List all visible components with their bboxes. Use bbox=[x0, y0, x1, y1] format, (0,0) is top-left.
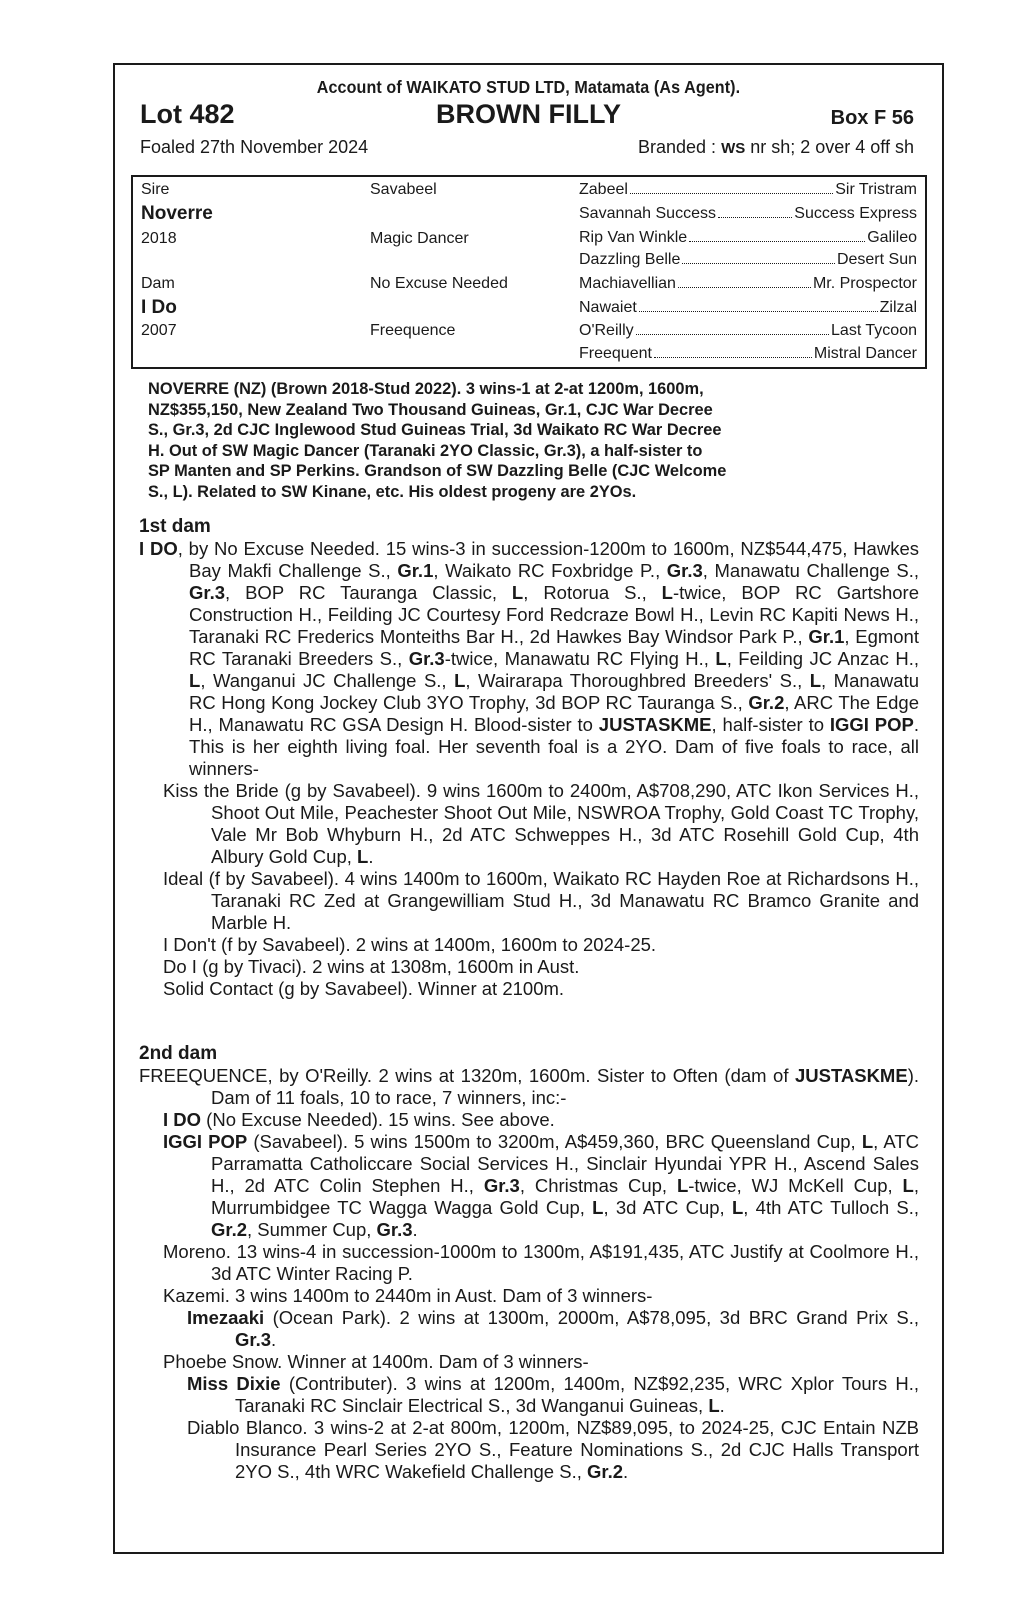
progeny-name: IGGI POP bbox=[163, 1131, 248, 1152]
text-run: , by No Excuse Needed. 15 wins-3 in succession-1200m to 1600m, NZ$544,475, Hawkes Bay Makfi Challenge S., bbox=[177, 538, 919, 581]
ancestor-row bbox=[579, 251, 917, 269]
grand-progeny-entry bbox=[139, 1307, 919, 1351]
second-dam-paragraph bbox=[139, 1065, 919, 1109]
progeny-entry: Solid Contact (g by Savabeel). Winner at 2100m. bbox=[163, 978, 565, 999]
progeny-entry: Kazemi. 3 wins 1400m to 2440m in Aust. Dam of 3 winners- bbox=[163, 1285, 653, 1306]
leader-dots bbox=[718, 205, 792, 218]
leader-dots bbox=[636, 322, 829, 335]
grand-progeny-entry bbox=[139, 1417, 919, 1483]
race-grade: Gr.3 bbox=[376, 1219, 413, 1240]
progeny-name: Miss Dixie bbox=[187, 1373, 281, 1394]
sire-note-line: H. Out of SW Magic Dancer (Taranaki 2YO Classic, Gr.3), a half-sister to bbox=[148, 441, 703, 460]
race-grade: L bbox=[454, 670, 466, 691]
ancestor-left: Rip Van Winkle bbox=[579, 229, 688, 246]
race-grade: L bbox=[661, 582, 673, 603]
sire-label: Sire bbox=[141, 181, 170, 198]
brand-info bbox=[638, 137, 914, 158]
text-run: , Wanganui JC Challenge S., bbox=[200, 670, 455, 691]
ancestor-right: Mistral Dancer bbox=[813, 345, 917, 362]
sire-note-line: NOVERRE (NZ) (Brown 2018-Stud 2022). 3 wins-1 at 2-at 1200m, 1600m, bbox=[148, 380, 704, 398]
sire-note-line: NZ$355,150, New Zealand Two Thousand Guineas, Gr.1, CJC War Decree bbox=[148, 400, 713, 419]
leader-dots bbox=[639, 299, 878, 312]
brand-mark: WS bbox=[721, 140, 746, 157]
second-dam-heading: 2nd dam bbox=[139, 1043, 218, 1064]
progeny-entry bbox=[139, 1109, 919, 1131]
text-run: , Rotorua S., bbox=[523, 582, 662, 603]
relative-name: JUSTASKME bbox=[598, 714, 712, 735]
race-grade: L bbox=[357, 846, 369, 867]
text-run: . bbox=[368, 846, 374, 867]
dam-name: I Do bbox=[141, 297, 177, 318]
ancestor-left: Savannah Success bbox=[579, 205, 716, 222]
dam-name: I DO bbox=[139, 538, 178, 559]
leader-dots bbox=[630, 181, 833, 194]
race-grade: L bbox=[511, 582, 524, 603]
ancestor-right: Last Tycoon bbox=[831, 322, 917, 339]
text-run: , ARC The Edge H., Manawatu RC GSA Design H. Blood-sister to bbox=[189, 692, 919, 735]
dam-year: 2007 bbox=[141, 322, 177, 339]
race-grade: Gr.1 bbox=[808, 626, 845, 647]
race-grade: Gr.3 bbox=[483, 1175, 520, 1196]
progeny-entry bbox=[139, 1131, 919, 1241]
text-run: . bbox=[719, 1395, 725, 1416]
ancestor-row bbox=[579, 229, 917, 247]
ancestor-row bbox=[579, 345, 917, 363]
race-grade: Gr.3 bbox=[666, 560, 703, 581]
ancestor-row bbox=[579, 205, 917, 223]
text-run: . bbox=[271, 1329, 277, 1350]
leader-dots bbox=[678, 275, 811, 288]
sire-sire: Savabeel bbox=[370, 181, 437, 198]
ancestor-left: Machiavellian bbox=[579, 275, 676, 292]
text-run: , Manawatu Challenge S., bbox=[702, 560, 919, 581]
catalogue-page bbox=[113, 63, 944, 1554]
pedigree-table bbox=[131, 175, 927, 369]
progeny-name: I DO bbox=[163, 1109, 202, 1130]
second-dam-section bbox=[139, 1043, 919, 1483]
sire-note-line: S., L). Related to SW Kinane, etc. His oldest progeny are 2YOs. bbox=[148, 482, 637, 501]
text-run: , Waikato RC Foxbridge P., bbox=[433, 560, 667, 581]
progeny-entry: Phoebe Snow. Winner at 1400m. Dam of 3 winners- bbox=[163, 1351, 589, 1372]
text-run: Kiss the Bride (g by Savabeel). 9 wins 1600m to 2400m, A$708,290, ATC Ikon Services H., Shoot Out Mile, Peachester Shoot Out Mile, NSWROA Trophy, Gold Coast TC Trophy, Vale Mr Bob Whyburn H., 2d ATC Schweppes H., 3d ATC Rosehill Gold Cup, 4th Albury Gold Cup, bbox=[163, 780, 919, 867]
text-run: Diablo Blanco. 3 wins-2 at 2-at 800m, 1200m, NZ$89,095, to 2024-25, CJC Entain NZB Insurance Pearl Series 2YO S., Feature Nominations S., 2d CJC Halls Transport 2YO S., 4th WRC Wakefield Challenge S., bbox=[187, 1417, 919, 1482]
foaled-date: Foaled 27th November 2024 bbox=[140, 137, 369, 157]
race-grade: L bbox=[592, 1197, 604, 1218]
race-grade: Gr.2 bbox=[748, 692, 785, 713]
text-run: , Murrumbidgee TC Wagga Wagga Gold Cup, bbox=[211, 1175, 919, 1218]
leader-dots bbox=[689, 229, 865, 242]
ancestor-left: Zabeel bbox=[579, 181, 628, 198]
ancestor-right: Sir Tristram bbox=[835, 181, 917, 198]
text-run: (No Excuse Needed). 15 wins. See above. bbox=[201, 1109, 555, 1130]
ancestor-row bbox=[579, 181, 917, 199]
branded-prefix: Branded : bbox=[638, 137, 722, 157]
race-grade: Gr.3 bbox=[235, 1329, 271, 1350]
relative-name: JUSTASKME bbox=[794, 1065, 908, 1086]
ancestor-right: Galileo bbox=[867, 229, 917, 246]
dam-sire: No Excuse Needed bbox=[370, 275, 508, 292]
race-grade: L bbox=[715, 648, 727, 669]
sire-name: Noverre bbox=[141, 203, 213, 224]
grand-progeny-entry bbox=[139, 1373, 919, 1417]
text-run: . This is her eighth living foal. Her seventh foal is a 2YO. Dam of five foals to race, all winners- bbox=[189, 714, 919, 779]
dam-dam: Freequence bbox=[370, 322, 456, 339]
ancestor-left: Freequent bbox=[579, 345, 652, 362]
text-run: (Savabeel). 5 wins 1500m to 3200m, A$459,360, BRC Queensland Cup, bbox=[247, 1131, 862, 1152]
race-grade: L bbox=[676, 1175, 689, 1196]
race-grade: L bbox=[902, 1175, 914, 1196]
text-run: , Christmas Cup, bbox=[519, 1175, 677, 1196]
ancestor-right: Desert Sun bbox=[836, 251, 917, 268]
first-dam-heading: 1st dam bbox=[139, 516, 211, 537]
text-run: . bbox=[623, 1461, 629, 1482]
race-grade: L bbox=[731, 1197, 744, 1218]
race-grade: Gr.2 bbox=[587, 1461, 623, 1482]
lot-title: BROWN FILLY bbox=[436, 99, 621, 129]
relative-name: IGGI POP bbox=[829, 714, 914, 735]
text-run: . bbox=[412, 1219, 418, 1240]
progeny-entry: Do I (g by Tivaci). 2 wins at 1308m, 1600m in Aust. bbox=[163, 956, 580, 977]
branded-suffix: nr sh; 2 over 4 off sh bbox=[745, 137, 914, 157]
text-run: , Egmont RC Taranaki Breeders S., bbox=[189, 626, 919, 669]
progeny-entry: I Don't (f by Savabeel). 2 wins at 1400m, 1600m to 2024-25. bbox=[163, 934, 657, 955]
text-run: , BOP RC Tauranga Classic, bbox=[225, 582, 512, 603]
sire-dam: Magic Dancer bbox=[370, 230, 469, 247]
progeny-entry: Moreno. 13 wins-4 in succession-1000m to 1300m, A$191,435, ATC Justify at Coolmore H., 3d ATC Winter Racing P. bbox=[163, 1241, 919, 1284]
text-run: , Wairarapa Thoroughbred Breeders' S., bbox=[465, 670, 810, 691]
race-grade: Gr.1 bbox=[397, 560, 434, 581]
text-run: -twice, WJ McKell Cup, bbox=[688, 1175, 903, 1196]
sire-note-line: SP Manten and SP Perkins. Grandson of SW Dazzling Belle (CJC Welcome bbox=[148, 462, 727, 480]
text-run: , 4th ATC Tulloch S., bbox=[743, 1197, 919, 1218]
race-grade: Gr.2 bbox=[211, 1219, 247, 1240]
text-run: , Summer Cup, bbox=[247, 1219, 377, 1240]
text-run: , Manawatu RC Hong Kong Jockey Club 3YO Trophy, 3d BOP RC Tauranga S., bbox=[189, 670, 920, 713]
account-line: Account of WAIKATO STUD LTD, Matamata (As Agent). bbox=[316, 77, 741, 97]
race-grade: L bbox=[861, 1131, 874, 1152]
ancestor-left: O'Reilly bbox=[579, 322, 634, 339]
sire-year: 2018 bbox=[141, 230, 177, 247]
ancestor-row bbox=[579, 299, 917, 317]
race-grade: Gr.3 bbox=[408, 648, 445, 669]
text-run: (Contributer). 3 wins at 1200m, 1400m, NZ$92,235, WRC Xplor Tours H., Taranaki RC Sinclair Electrical S., 3d Wanganui Guineas, bbox=[235, 1373, 919, 1416]
text-run: FREEQUENCE, by O'Reilly. 2 wins at 1320m, 1600m. Sister to Often (dam of bbox=[139, 1065, 795, 1086]
text-run: , Feilding JC Anzac H., bbox=[726, 648, 919, 669]
sire-note-line: S., Gr.3, 2d CJC Inglewood Stud Guineas Trial, 3d Waikato RC War Decree bbox=[148, 421, 722, 439]
text-run: -twice, BOP RC Gartshore Construction H., Feilding JC Courtesy Ford Redcraze Bowl H., Levin RC Kapiti News H., Taranaki RC Frederics Monteiths Bar H., 2d Hawkes Bay Windsor Park P., bbox=[189, 582, 919, 647]
first-dam-paragraph bbox=[139, 538, 919, 780]
race-grade: L bbox=[809, 670, 822, 691]
text-run: , half-sister to bbox=[711, 714, 830, 735]
lot-number: Lot 482 bbox=[140, 99, 235, 129]
race-grade: L bbox=[708, 1395, 720, 1416]
ancestor-right: Success Express bbox=[794, 205, 917, 222]
race-grade: Gr.3 bbox=[189, 582, 225, 603]
progeny-entry bbox=[139, 780, 919, 868]
text-run: , 3d ATC Cup, bbox=[603, 1197, 732, 1218]
ancestor-left: Dazzling Belle bbox=[579, 251, 681, 268]
race-grade: L bbox=[189, 670, 201, 691]
box-number: Box F 56 bbox=[830, 107, 914, 129]
text-run: (Ocean Park). 2 wins at 1300m, 2000m, A$78,095, 3d BRC Grand Prix S., bbox=[264, 1307, 919, 1328]
ancestor-right: Zilzal bbox=[879, 299, 917, 316]
ancestor-left: Nawaiet bbox=[579, 299, 637, 316]
dam-label: Dam bbox=[141, 275, 175, 292]
first-dam-section bbox=[139, 516, 919, 1000]
sire-note bbox=[148, 379, 916, 502]
progeny-entry: Ideal (f by Savabeel). 4 wins 1400m to 1600m, Waikato RC Hayden Roe at Richardsons H., Taranaki RC Zed at Grangewilliam Stud H., 3d Manawatu RC Bramco Granite and Marble H. bbox=[163, 868, 919, 933]
progeny-name: Imezaaki bbox=[187, 1307, 265, 1328]
leader-dots bbox=[654, 345, 812, 358]
text-run: ). Dam of 11 foals, 10 to race, 7 winners, inc:- bbox=[211, 1065, 919, 1108]
text-run: , ATC Parramatta Catholiccare Social Services H., Sinclair Hyundai YPR H., Ascend Sales H., 2d ATC Colin Stephen H., bbox=[211, 1131, 919, 1196]
text-run: -twice, Manawatu RC Flying H., bbox=[444, 648, 716, 669]
ancestor-row bbox=[579, 275, 917, 293]
ancestor-right: Mr. Prospector bbox=[812, 275, 917, 292]
leader-dots bbox=[682, 251, 835, 264]
ancestor-row bbox=[579, 322, 917, 340]
